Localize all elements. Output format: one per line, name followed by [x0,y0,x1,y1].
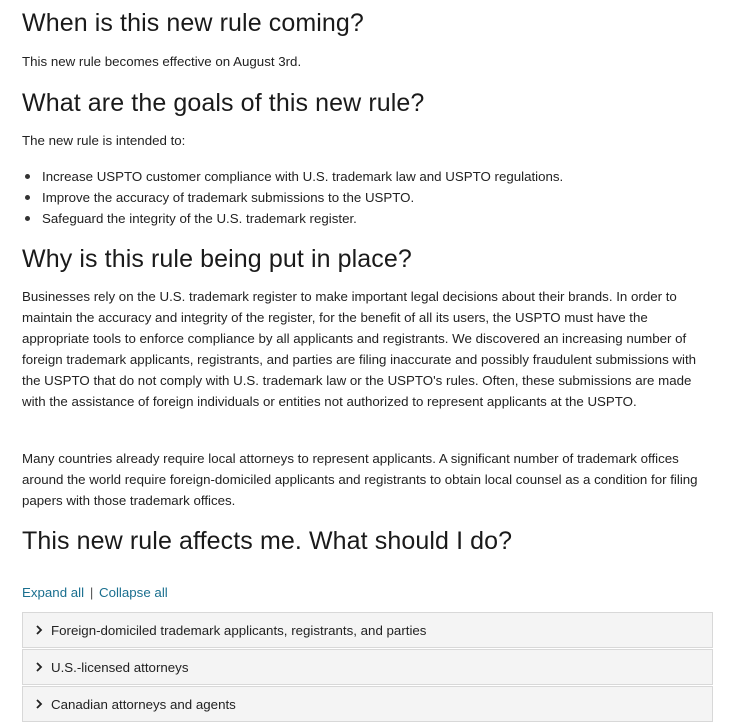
accordion [22,612,713,723]
heading-when: When is this new rule coming? [22,9,364,37]
collapse-all-link[interactable]: Collapse all [98,585,168,600]
expand-all-link[interactable]: Expand all [22,585,85,600]
chevron-right-icon [33,698,45,710]
accordion-item-label: U.S.-licensed attorneys [51,659,189,675]
heading-why: Why is this rule being put in place? [22,245,412,273]
heading-goals: What are the goals of this new rule? [22,89,425,117]
list-item: Safeguard the integrity of the U.S. trademark register. [42,208,563,229]
accordion-item-label: Foreign-domiciled trademark applicants, registrants, and parties [51,622,427,638]
when-text: This new rule becomes effective on August 3rd. [22,54,302,69]
accordion-item-us-attorneys[interactable] [22,649,713,685]
goals-intro: The new rule is intended to: [22,133,186,148]
why-paragraph-1: Businesses rely on the U.S. trademark register to make important legal decisions about their brands. In order to maintain the accuracy and integrity of the register, for the benefit of all its users, the USPTO must have the appropriate tools to enforce compliance by all applicants and registrants. We discovered an increasing number of foreign trademark applicants, registrants, and parties are filing inaccurate and possibly fraudulent submissions with the USPTO that do not comply with U.S. trademark law or the USPTO's rules. Often, these submissions are made with the assistance of foreign individuals or entities not authorized to represent applicants at the USPTO. [22,289,697,409]
expand-collapse-controls [22,583,168,603]
list-item: Increase USPTO customer compliance with U.S. trademark law and USPTO regulations. [42,166,563,187]
goals-list [22,166,563,229]
chevron-right-icon [33,624,45,636]
list-item: Improve the accuracy of trademark submissions to the USPTO. [42,187,563,208]
heading-affects: This new rule affects me. What should I do? [22,527,513,555]
separator: | [89,585,94,600]
chevron-right-icon [33,661,45,673]
accordion-item-foreign-domiciled[interactable] [22,612,713,648]
accordion-item-canadian-attorneys[interactable] [22,686,713,722]
accordion-item-label: Canadian attorneys and agents [51,696,236,712]
why-paragraph-2: Many countries already require local attorneys to represent applicants. A significant number of trademark offices around the world require foreign-domiciled applicants and registrants to obtain local counsel as a condition for filing papers with those trademark offices. [22,451,698,508]
